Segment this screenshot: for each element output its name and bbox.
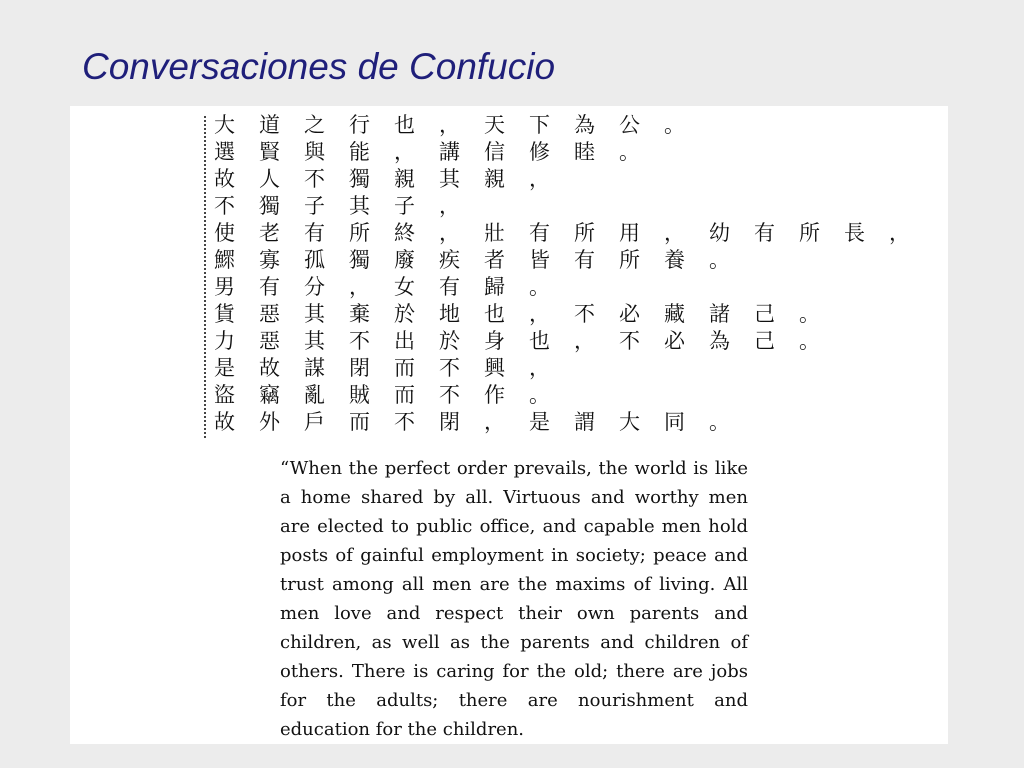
chinese-line: 男有分，女有歸。 (214, 275, 574, 299)
chinese-line: 使老有所終，壯有所用，幼有所長， (214, 221, 934, 245)
chinese-line: 貨惡其棄於地也，不必藏諸己。 (214, 302, 844, 326)
chinese-line: 選賢與能，講信修睦。 (214, 140, 664, 164)
chinese-line: 故外戶而不閉，是謂大同。 (214, 410, 754, 434)
chinese-line: 是故謀閉而不興， (214, 356, 574, 380)
chinese-line: 盜竊亂賊而不作。 (214, 383, 574, 407)
chinese-text-block (204, 112, 934, 440)
chinese-line: 鰥寡孤獨廢疾者皆有所養。 (214, 248, 754, 272)
chinese-lines (214, 112, 934, 436)
chinese-line: 力惡其不出於身也，不必為己。 (214, 329, 844, 353)
chinese-line: 大道之行也，天下為公。 (214, 113, 709, 137)
chinese-line: 故人不獨親其親， (214, 167, 574, 191)
dotted-rule (204, 116, 206, 438)
slide-title: Conversaciones de Confucio (82, 46, 556, 87)
content-panel (70, 106, 948, 744)
chinese-line: 不獨子其子， (214, 194, 484, 218)
english-translation: “When the perfect order prevails, the world is like a home shared by all. Virtuous and worthy men are elected to public office, and capable men hold posts of gainful employment in society; peace and trust among all men are the maxims of living. All men love and respect their own parents and children, as well as the parents and children of others. There is caring for the old; there are jobs for the adults; there are nourishment and education for the children. (280, 458, 748, 740)
